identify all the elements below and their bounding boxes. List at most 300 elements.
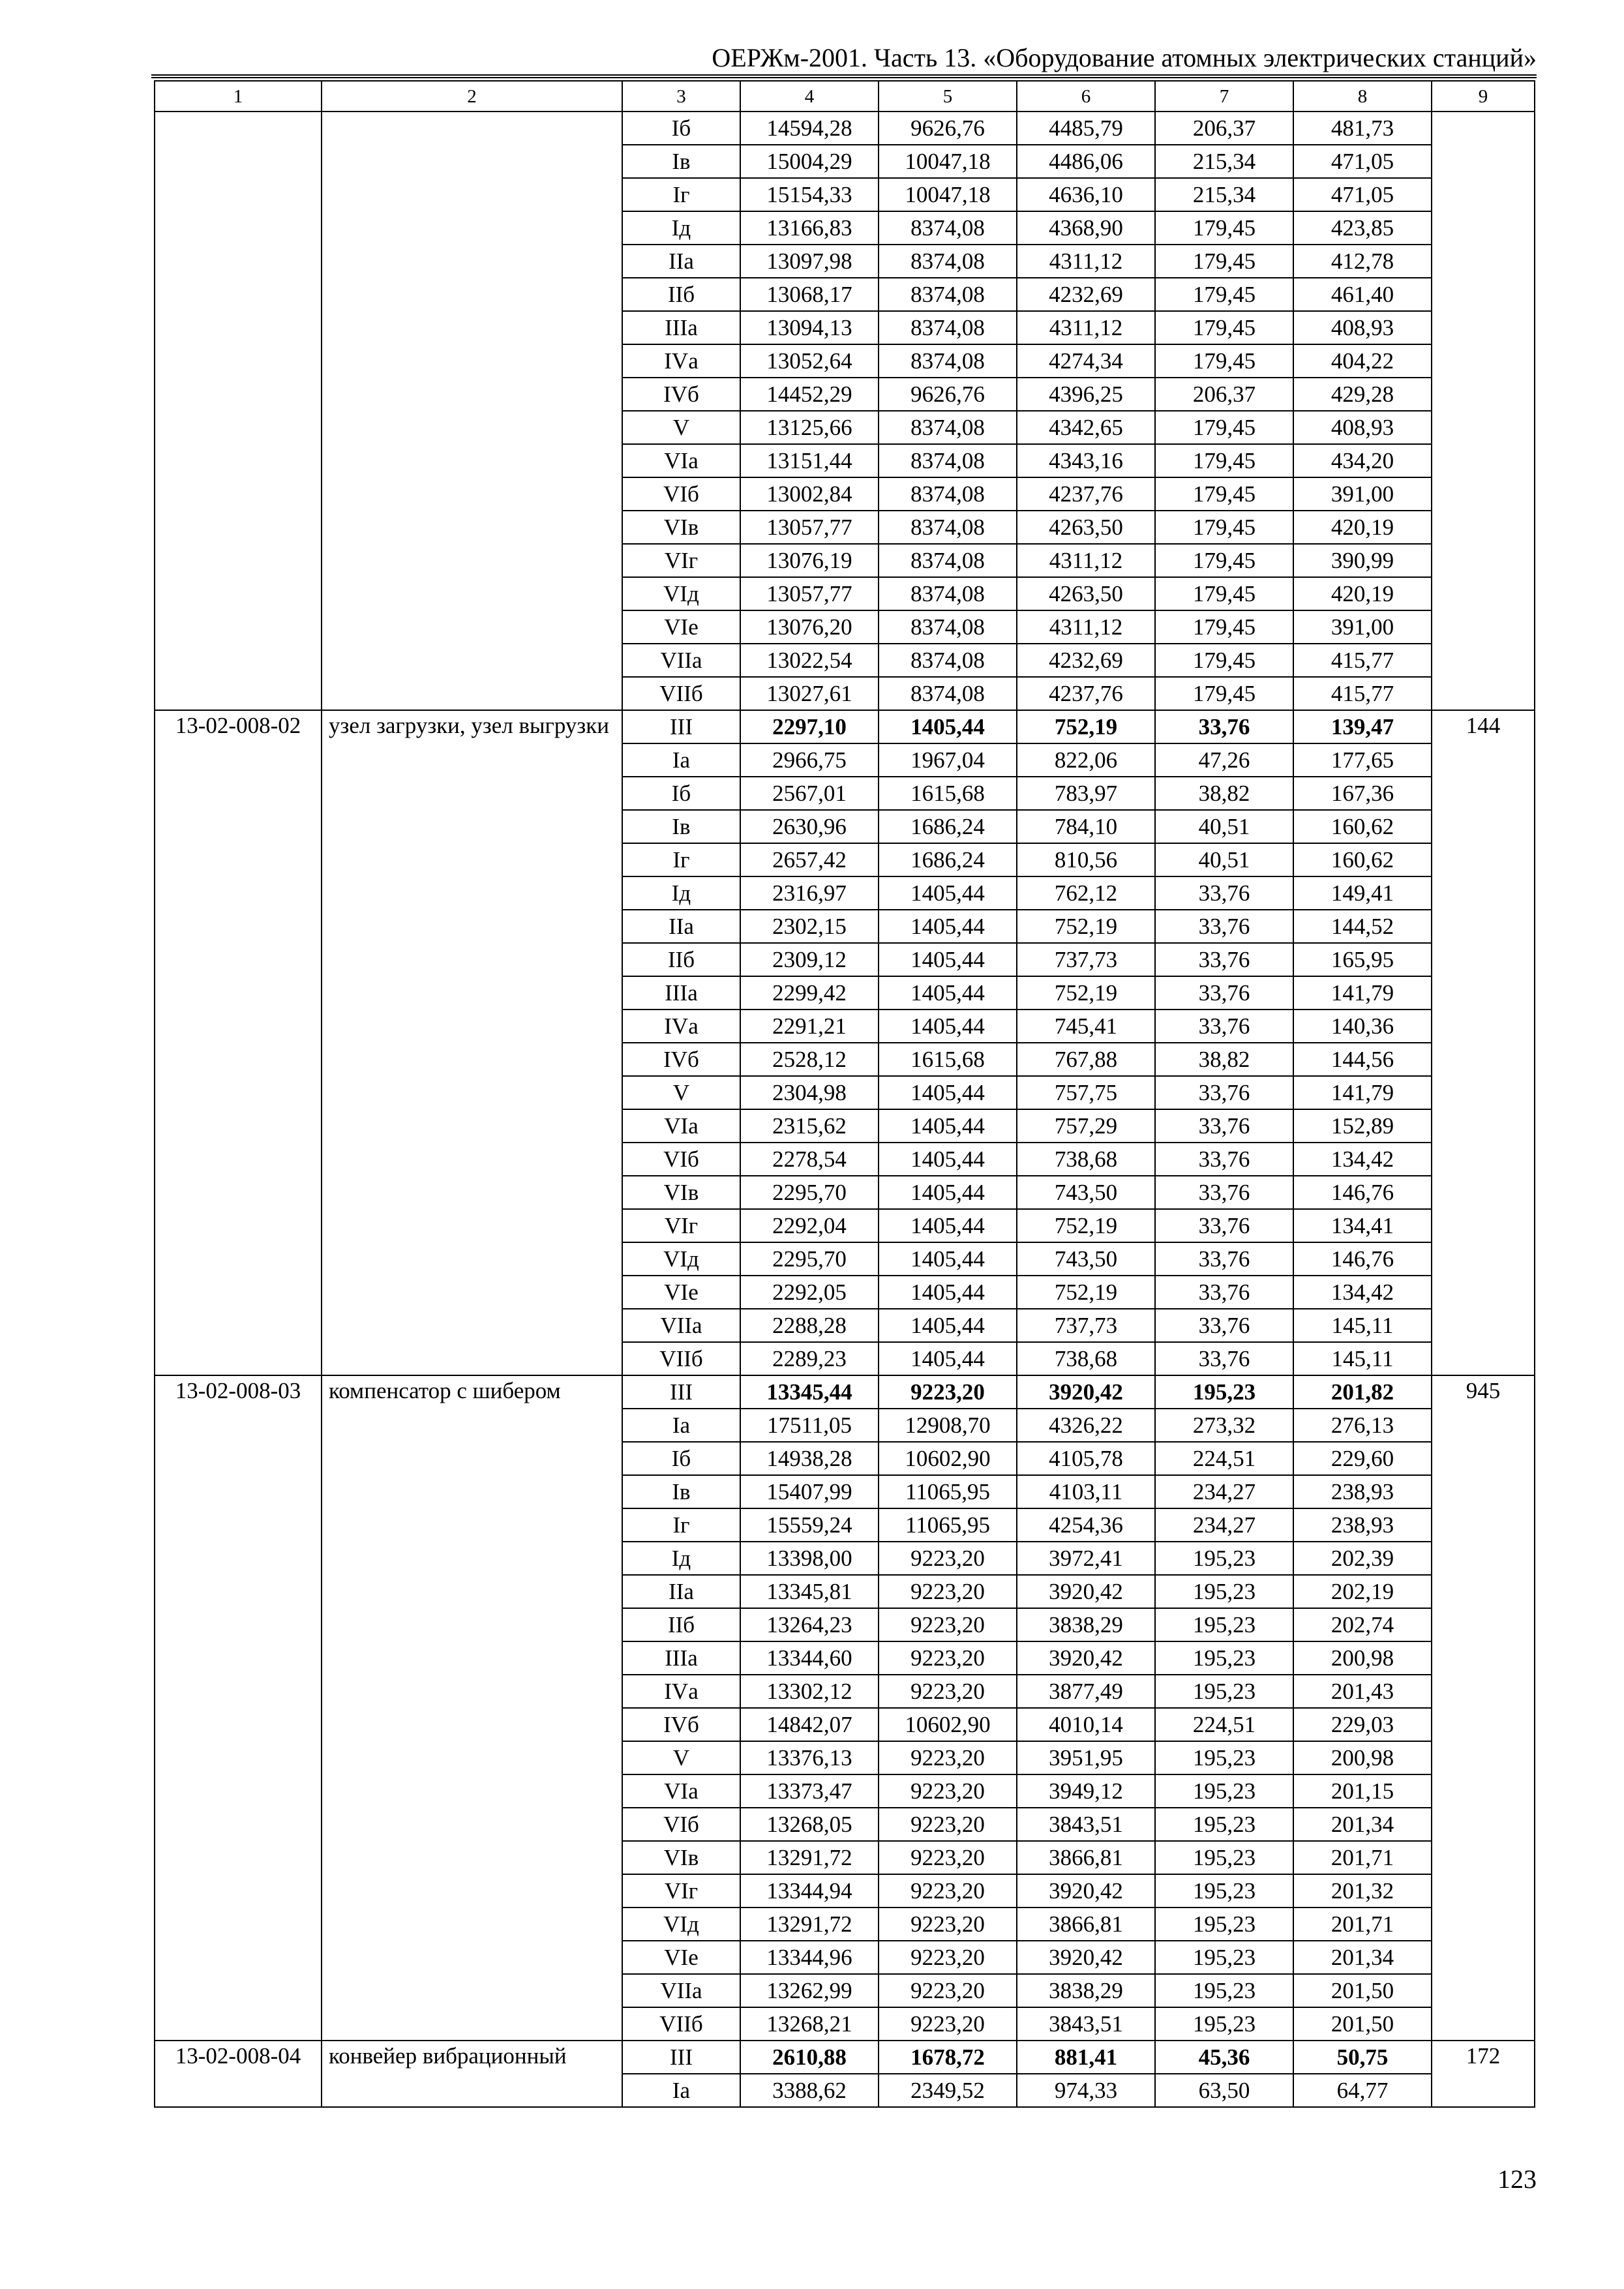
value-cell: 13376,13: [740, 1741, 879, 1774]
zone-cell: Iг: [622, 178, 740, 211]
value-cell: 145,11: [1293, 1309, 1432, 1342]
value-cell: 1615,68: [879, 777, 1017, 810]
value-cell: 47,26: [1155, 743, 1293, 777]
value-cell: 33,76: [1155, 1276, 1293, 1309]
value-cell: 8374,08: [879, 444, 1017, 477]
price-table: [154, 80, 1535, 2108]
header-rule: [151, 74, 1537, 76]
value-cell: 1405,44: [879, 1109, 1017, 1143]
value-cell: 179,45: [1155, 245, 1293, 278]
value-cell: 429,28: [1293, 378, 1432, 411]
value-cell: 15154,33: [740, 178, 879, 211]
value-cell: 206,37: [1155, 112, 1293, 145]
value-cell: 139,47: [1293, 710, 1432, 743]
value-cell: 745,41: [1017, 1010, 1155, 1043]
value-cell: 11065,95: [879, 1475, 1017, 1508]
value-cell: 3920,42: [1017, 1575, 1155, 1608]
zone-cell: VIг: [622, 1209, 740, 1242]
zone-cell: Iг: [622, 1508, 740, 1542]
value-cell: 9223,20: [879, 1841, 1017, 1874]
value-cell: 215,34: [1155, 145, 1293, 178]
value-cell: 179,45: [1155, 477, 1293, 511]
value-cell: 1615,68: [879, 1043, 1017, 1076]
value-cell: 273,32: [1155, 1409, 1293, 1442]
zone-cell: VIа: [622, 1109, 740, 1143]
value-cell: 1686,24: [879, 810, 1017, 843]
value-cell: 195,23: [1155, 1741, 1293, 1774]
value-cell: 33,76: [1155, 1309, 1293, 1342]
value-cell: 4343,16: [1017, 444, 1155, 477]
table-row: [155, 710, 1535, 743]
value-cell: 13076,20: [740, 610, 879, 644]
value-cell: 2630,96: [740, 810, 879, 843]
value-cell: 1405,44: [879, 1209, 1017, 1242]
value-cell: 752,19: [1017, 976, 1155, 1010]
value-cell: 8374,08: [879, 245, 1017, 278]
value-cell: 8374,08: [879, 577, 1017, 610]
value-cell: 4010,14: [1017, 1708, 1155, 1741]
value-cell: 3838,29: [1017, 1974, 1155, 2007]
value-cell: 179,45: [1155, 411, 1293, 444]
value-cell: 13027,61: [740, 677, 879, 710]
value-cell: 3843,51: [1017, 1808, 1155, 1841]
zone-cell: IIб: [622, 1608, 740, 1641]
value-cell: 2309,12: [740, 943, 879, 976]
value-cell: 14594,28: [740, 112, 879, 145]
value-cell: 50,75: [1293, 2041, 1432, 2074]
value-cell: 737,73: [1017, 943, 1155, 976]
value-cell: 195,23: [1155, 1974, 1293, 2007]
table-row: [155, 2041, 1535, 2074]
value-cell: 33,76: [1155, 1109, 1293, 1143]
value-cell: 63,50: [1155, 2074, 1293, 2107]
resource-name-cell: конвейер вибрационный: [322, 2041, 622, 2107]
value-cell: 408,93: [1293, 311, 1432, 344]
value-cell: 4232,69: [1017, 644, 1155, 677]
value-cell: 13151,44: [740, 444, 879, 477]
value-cell: 10602,90: [879, 1442, 1017, 1475]
value-cell: 4311,12: [1017, 311, 1155, 344]
value-cell: 481,73: [1293, 112, 1432, 145]
value-cell: 4326,22: [1017, 1409, 1155, 1442]
zone-cell: IIб: [622, 943, 740, 976]
zone-cell: IIа: [622, 1575, 740, 1608]
zone-cell: III: [622, 710, 740, 743]
value-cell: 974,33: [1017, 2074, 1155, 2107]
value-cell: 9223,20: [879, 1542, 1017, 1575]
value-cell: 2304,98: [740, 1076, 879, 1109]
value-cell: 33,76: [1155, 710, 1293, 743]
value-cell: 3920,42: [1017, 1641, 1155, 1675]
value-cell: 1405,44: [879, 1342, 1017, 1375]
value-cell: 33,76: [1155, 976, 1293, 1010]
value-cell: 201,71: [1293, 1908, 1432, 1941]
value-cell: 2295,70: [740, 1176, 879, 1209]
value-cell: 434,20: [1293, 444, 1432, 477]
value-cell: 12908,70: [879, 1409, 1017, 1442]
value-cell: 13344,96: [740, 1941, 879, 1974]
zone-cell: Iа: [622, 743, 740, 777]
value-cell: 4232,69: [1017, 278, 1155, 311]
value-cell: 13262,99: [740, 1974, 879, 2007]
material-cost-cell: 172: [1432, 2041, 1535, 2107]
zone-cell: VIIа: [622, 1974, 740, 2007]
value-cell: 200,98: [1293, 1641, 1432, 1675]
value-cell: 201,15: [1293, 1774, 1432, 1808]
zone-cell: V: [622, 1076, 740, 1109]
zone-cell: VIб: [622, 477, 740, 511]
value-cell: 3949,12: [1017, 1774, 1155, 1808]
zone-cell: Iв: [622, 810, 740, 843]
page-header: [151, 38, 1537, 78]
value-cell: 14938,28: [740, 1442, 879, 1475]
value-cell: 2315,62: [740, 1109, 879, 1143]
value-cell: 752,19: [1017, 910, 1155, 943]
value-cell: 179,45: [1155, 211, 1293, 245]
zone-cell: VIг: [622, 544, 740, 577]
column-number: 8: [1293, 81, 1432, 112]
value-cell: 4636,10: [1017, 178, 1155, 211]
page-number: 123: [1497, 2164, 1537, 2194]
value-cell: 201,50: [1293, 1974, 1432, 2007]
value-cell: 412,78: [1293, 245, 1432, 278]
value-cell: 2349,52: [879, 2074, 1017, 2107]
value-cell: 195,23: [1155, 1841, 1293, 1874]
value-cell: 4342,65: [1017, 411, 1155, 444]
value-cell: 9223,20: [879, 1908, 1017, 1941]
value-cell: 134,42: [1293, 1276, 1432, 1309]
value-cell: 179,45: [1155, 644, 1293, 677]
value-cell: 2278,54: [740, 1143, 879, 1176]
value-cell: 14842,07: [740, 1708, 879, 1741]
value-cell: 13398,00: [740, 1542, 879, 1575]
value-cell: 195,23: [1155, 1608, 1293, 1641]
value-cell: 767,88: [1017, 1043, 1155, 1076]
value-cell: 160,62: [1293, 810, 1432, 843]
value-cell: 15004,29: [740, 145, 879, 178]
value-cell: 13268,05: [740, 1808, 879, 1841]
zone-cell: Iв: [622, 1475, 740, 1508]
value-cell: 202,39: [1293, 1542, 1432, 1575]
resource-code-cell: 13-02-008-04: [155, 2041, 322, 2107]
value-cell: 13125,66: [740, 411, 879, 444]
zone-cell: IIб: [622, 278, 740, 311]
table-row: [155, 1375, 1535, 1409]
zone-cell: IVа: [622, 1675, 740, 1708]
value-cell: 2297,10: [740, 710, 879, 743]
value-cell: 1686,24: [879, 843, 1017, 876]
value-cell: 140,36: [1293, 1010, 1432, 1043]
value-cell: 1405,44: [879, 910, 1017, 943]
value-cell: 206,37: [1155, 378, 1293, 411]
value-cell: 4311,12: [1017, 610, 1155, 644]
column-number: 3: [622, 81, 740, 112]
value-cell: 195,23: [1155, 1542, 1293, 1575]
header-rule-double: [151, 77, 1537, 78]
value-cell: 201,82: [1293, 1375, 1432, 1409]
value-cell: 2288,28: [740, 1309, 879, 1342]
value-cell: 11065,95: [879, 1508, 1017, 1542]
value-cell: 8374,08: [879, 344, 1017, 378]
table-body: [155, 81, 1535, 2107]
value-cell: 238,93: [1293, 1475, 1432, 1508]
value-cell: 4486,06: [1017, 145, 1155, 178]
value-cell: 201,34: [1293, 1808, 1432, 1841]
zone-cell: VIIб: [622, 677, 740, 710]
value-cell: 3951,95: [1017, 1741, 1155, 1774]
value-cell: 415,77: [1293, 644, 1432, 677]
value-cell: 195,23: [1155, 1675, 1293, 1708]
value-cell: 404,22: [1293, 344, 1432, 378]
value-cell: 471,05: [1293, 145, 1432, 178]
value-cell: 13166,83: [740, 211, 879, 245]
value-cell: 14452,29: [740, 378, 879, 411]
value-cell: 8374,08: [879, 544, 1017, 577]
value-cell: 783,97: [1017, 777, 1155, 810]
value-cell: 810,56: [1017, 843, 1155, 876]
value-cell: 215,34: [1155, 178, 1293, 211]
value-cell: 8374,08: [879, 411, 1017, 444]
value-cell: 234,27: [1155, 1508, 1293, 1542]
zone-cell: IIа: [622, 910, 740, 943]
value-cell: 762,12: [1017, 876, 1155, 910]
value-cell: 195,23: [1155, 1808, 1293, 1841]
value-cell: 1405,44: [879, 1010, 1017, 1043]
value-cell: 8374,08: [879, 644, 1017, 677]
value-cell: 195,23: [1155, 1908, 1293, 1941]
zone-cell: V: [622, 1741, 740, 1774]
value-cell: 202,19: [1293, 1575, 1432, 1608]
zone-cell: IIа: [622, 245, 740, 278]
value-cell: 9223,20: [879, 1741, 1017, 1774]
value-cell: 144,52: [1293, 910, 1432, 943]
value-cell: 33,76: [1155, 1209, 1293, 1242]
value-cell: 737,73: [1017, 1309, 1155, 1342]
value-cell: 3920,42: [1017, 1941, 1155, 1974]
value-cell: 4311,12: [1017, 245, 1155, 278]
value-cell: 1405,44: [879, 876, 1017, 910]
value-cell: 13344,94: [740, 1874, 879, 1908]
value-cell: 2299,42: [740, 976, 879, 1010]
value-cell: 1405,44: [879, 1076, 1017, 1109]
value-cell: 752,19: [1017, 1276, 1155, 1309]
resource-code-cell: 13-02-008-03: [155, 1375, 322, 2041]
value-cell: 738,68: [1017, 1342, 1155, 1375]
value-cell: 8374,08: [879, 311, 1017, 344]
value-cell: 195,23: [1155, 2007, 1293, 2041]
value-cell: 2289,23: [740, 1342, 879, 1375]
zone-cell: VIе: [622, 610, 740, 644]
value-cell: 4237,76: [1017, 477, 1155, 511]
value-cell: 179,45: [1155, 610, 1293, 644]
value-cell: 1405,44: [879, 1242, 1017, 1276]
value-cell: 2610,88: [740, 2041, 879, 2074]
value-cell: 2567,01: [740, 777, 879, 810]
value-cell: 8374,08: [879, 211, 1017, 245]
value-cell: 177,65: [1293, 743, 1432, 777]
zone-cell: Iг: [622, 843, 740, 876]
value-cell: 1967,04: [879, 743, 1017, 777]
value-cell: 33,76: [1155, 1342, 1293, 1375]
material-cost-cell: [1432, 112, 1535, 710]
value-cell: 179,45: [1155, 544, 1293, 577]
resource-code-cell: [155, 112, 322, 710]
value-cell: 64,77: [1293, 2074, 1432, 2107]
value-cell: 8374,08: [879, 511, 1017, 544]
value-cell: 390,99: [1293, 544, 1432, 577]
value-cell: 33,76: [1155, 1242, 1293, 1276]
value-cell: 8374,08: [879, 677, 1017, 710]
value-cell: 195,23: [1155, 1941, 1293, 1974]
value-cell: 391,00: [1293, 477, 1432, 511]
value-cell: 45,36: [1155, 2041, 1293, 2074]
value-cell: 420,19: [1293, 577, 1432, 610]
value-cell: 13097,98: [740, 245, 879, 278]
value-cell: 15407,99: [740, 1475, 879, 1508]
value-cell: 38,82: [1155, 1043, 1293, 1076]
zone-cell: IVа: [622, 344, 740, 378]
zone-cell: VIIб: [622, 2007, 740, 2041]
value-cell: 276,13: [1293, 1409, 1432, 1442]
document-title: ОЕРЖм-2001. Часть 13. «Оборудование атомных электрических станций»: [712, 43, 1537, 72]
value-cell: 195,23: [1155, 1774, 1293, 1808]
value-cell: 9223,20: [879, 1974, 1017, 2007]
resource-name-cell: узел загрузки, узел выгрузки: [322, 710, 622, 1375]
value-cell: 1405,44: [879, 1309, 1017, 1342]
value-cell: 33,76: [1155, 1010, 1293, 1043]
value-cell: 1405,44: [879, 1143, 1017, 1176]
zone-cell: Iд: [622, 211, 740, 245]
zone-cell: III: [622, 1375, 740, 1409]
value-cell: 8374,08: [879, 477, 1017, 511]
value-cell: 9223,20: [879, 1575, 1017, 1608]
value-cell: 822,06: [1017, 743, 1155, 777]
value-cell: 13264,23: [740, 1608, 879, 1641]
value-cell: 408,93: [1293, 411, 1432, 444]
zone-cell: VIг: [622, 1874, 740, 1908]
value-cell: 13002,84: [740, 477, 879, 511]
value-cell: 201,32: [1293, 1874, 1432, 1908]
material-cost-cell: 945: [1432, 1375, 1535, 2041]
value-cell: 881,41: [1017, 2041, 1155, 2074]
value-cell: 195,23: [1155, 1874, 1293, 1908]
value-cell: 40,51: [1155, 843, 1293, 876]
zone-cell: VIе: [622, 1276, 740, 1309]
value-cell: 4368,90: [1017, 211, 1155, 245]
value-cell: 229,03: [1293, 1708, 1432, 1741]
zone-cell: IVб: [622, 1708, 740, 1741]
zone-cell: IIIа: [622, 976, 740, 1010]
value-cell: 4105,78: [1017, 1442, 1155, 1475]
value-cell: 149,41: [1293, 876, 1432, 910]
column-number: 1: [155, 81, 322, 112]
value-cell: 13291,72: [740, 1841, 879, 1874]
zone-cell: VIб: [622, 1143, 740, 1176]
value-cell: 238,93: [1293, 1508, 1432, 1542]
zone-cell: VIд: [622, 1908, 740, 1941]
value-cell: 4263,50: [1017, 577, 1155, 610]
value-cell: 160,62: [1293, 843, 1432, 876]
value-cell: 179,45: [1155, 344, 1293, 378]
zone-cell: IIIа: [622, 311, 740, 344]
value-cell: 201,34: [1293, 1941, 1432, 1974]
value-cell: 4485,79: [1017, 112, 1155, 145]
value-cell: 420,19: [1293, 511, 1432, 544]
value-cell: 13076,19: [740, 544, 879, 577]
value-cell: 9223,20: [879, 1675, 1017, 1708]
zone-cell: VIе: [622, 1941, 740, 1974]
zone-cell: IVб: [622, 1043, 740, 1076]
value-cell: 2302,15: [740, 910, 879, 943]
value-cell: 2292,05: [740, 1276, 879, 1309]
zone-cell: Iб: [622, 1442, 740, 1475]
value-cell: 179,45: [1155, 311, 1293, 344]
value-cell: 13057,77: [740, 511, 879, 544]
resource-code-cell: 13-02-008-02: [155, 710, 322, 1375]
value-cell: 201,43: [1293, 1675, 1432, 1708]
value-cell: 152,89: [1293, 1109, 1432, 1143]
value-cell: 224,51: [1155, 1442, 1293, 1475]
value-cell: 38,82: [1155, 777, 1293, 810]
value-cell: 195,23: [1155, 1575, 1293, 1608]
value-cell: 10047,18: [879, 178, 1017, 211]
column-number: 6: [1017, 81, 1155, 112]
value-cell: 224,51: [1155, 1708, 1293, 1741]
value-cell: 1405,44: [879, 1176, 1017, 1209]
value-cell: 2295,70: [740, 1242, 879, 1276]
value-cell: 461,40: [1293, 278, 1432, 311]
value-cell: 13345,44: [740, 1375, 879, 1409]
zone-cell: Iд: [622, 876, 740, 910]
value-cell: 3843,51: [1017, 2007, 1155, 2041]
value-cell: 10047,18: [879, 145, 1017, 178]
value-cell: 3920,42: [1017, 1375, 1155, 1409]
table-row: [155, 112, 1535, 145]
zone-cell: Iб: [622, 777, 740, 810]
zone-cell: VIа: [622, 444, 740, 477]
resource-name-cell: [322, 112, 622, 710]
value-cell: 9223,20: [879, 1941, 1017, 1974]
value-cell: 234,27: [1155, 1475, 1293, 1508]
value-cell: 9223,20: [879, 2007, 1017, 2041]
zone-cell: Iа: [622, 2074, 740, 2107]
value-cell: 3866,81: [1017, 1841, 1155, 1874]
column-number: 7: [1155, 81, 1293, 112]
value-cell: 17511,05: [740, 1409, 879, 1442]
value-cell: 9223,20: [879, 1608, 1017, 1641]
value-cell: 33,76: [1155, 876, 1293, 910]
value-cell: 743,50: [1017, 1242, 1155, 1276]
value-cell: 13068,17: [740, 278, 879, 311]
value-cell: 2966,75: [740, 743, 879, 777]
value-cell: 10602,90: [879, 1708, 1017, 1741]
zone-cell: Iа: [622, 1409, 740, 1442]
value-cell: 13094,13: [740, 311, 879, 344]
value-cell: 738,68: [1017, 1143, 1155, 1176]
value-cell: 134,41: [1293, 1209, 1432, 1242]
value-cell: 391,00: [1293, 610, 1432, 644]
value-cell: 4254,36: [1017, 1508, 1155, 1542]
value-cell: 141,79: [1293, 1076, 1432, 1109]
value-cell: 2316,97: [740, 876, 879, 910]
value-cell: 2528,12: [740, 1043, 879, 1076]
value-cell: 752,19: [1017, 1209, 1155, 1242]
zone-cell: VIIб: [622, 1342, 740, 1375]
value-cell: 784,10: [1017, 810, 1155, 843]
value-cell: 8374,08: [879, 278, 1017, 311]
zone-cell: VIд: [622, 577, 740, 610]
value-cell: 4274,34: [1017, 344, 1155, 378]
